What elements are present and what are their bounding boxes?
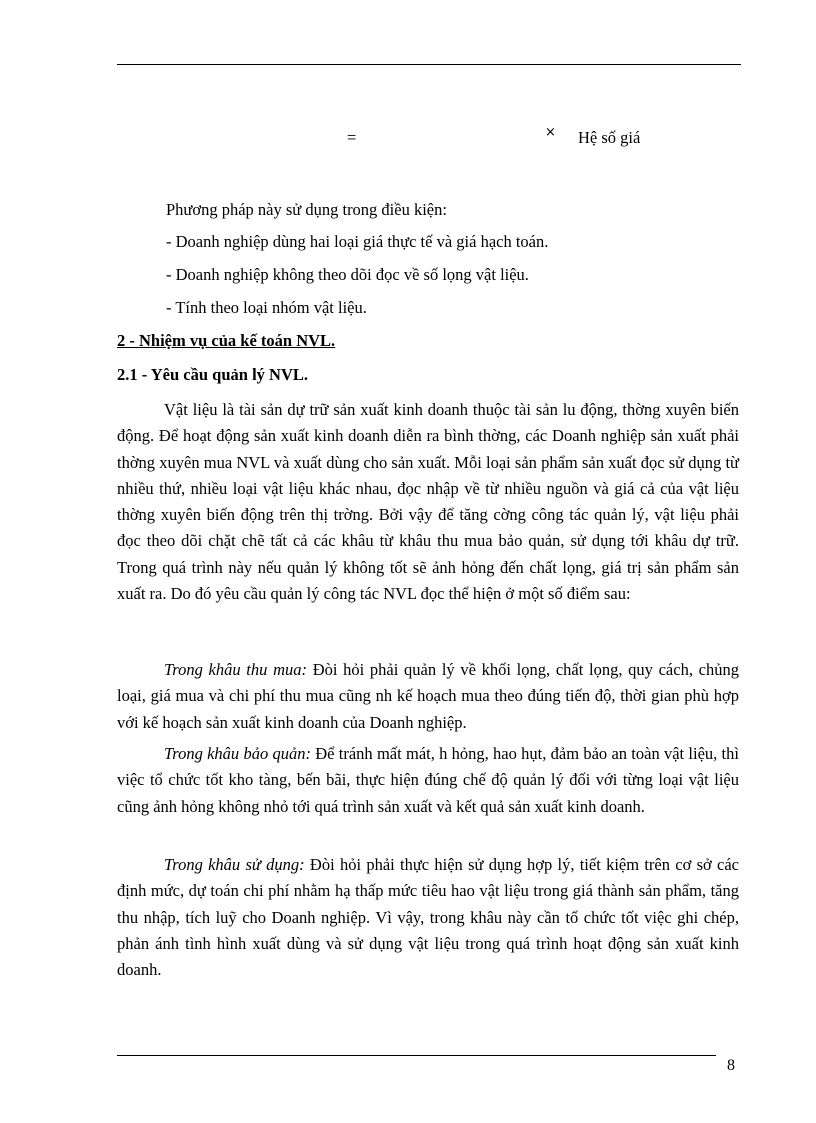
usage-text: Đòi hỏi phải thực hiện sử dụng hợp lý, tiết kiệm trên cơ sở các định mức, dự toán chi phí nhằm hạ thấp mức tiêu hao vật liệu trong giá thành sản phẩm, tăng thu nhập, tích luỹ cho Doanh nghiệp. Vì vậy, trong khâu này cần tổ chức tốt việc ghi chép, phản ánh tình hình xuất dùng và sử dụng vật liệu trong quá trình hoạt động sản xuất kinh doanh. [117,855,739,980]
condition-item: - Doanh nghiệp dùng hai loại giá thực tế và giá hạch toán. [166,232,549,251]
conditions-intro: Phương pháp này sử dụng trong điều kiện: [166,200,447,219]
equals-sign: = [347,128,357,147]
page-number: 8 [727,1057,735,1074]
price-formula [0,125,816,152]
purchasing-text: Đòi hỏi phải quản lý về khối lọng, chất lọng, quy cách, chủng loại, giá mua và chi phí thu mua cũng nh kế hoạch mua theo đúng tiến độ, thời gian phù hợp với kế hoạch sản xuất kinh doanh của Doanh nghiệp. [117,660,739,732]
price-coefficient-label: Hệ số giá [578,128,641,147]
paragraph-purchasing [117,657,739,736]
paragraph-usage [117,852,739,983]
usage-label: Trong khâu sử dụng: [164,855,305,874]
section-heading: 2 - Nhiệm vụ của kế toán NVL. [117,331,336,350]
subsection-heading: 2.1 - Yêu cầu quản lý NVL. [117,365,308,384]
storage-label: Trong khâu bảo quản: [164,744,311,763]
condition-item: - Doanh nghiệp không theo dõi đọc về số lọng vật liệu. [166,265,529,284]
paragraph-requirements: Vật liệu là tài sản dự trữ sản xuất kinh doanh thuộc tài sản lu động, thờng xuyên biến động. Để hoạt động sản xuất kinh doanh diễn ra bình thờng, các Doanh nghiệp sản xuất phải thờng xuyên mua NVL và xuất dùng cho sản xuất. Mỗi loại sản phẩm sản xuất đọc sử dụng từ nhiều thứ, nhiều loại vật liệu khác nhau, đọc nhập về từ nhiều nguồn và giá cả của vật liệu thờng xuyên biến động trên thị trờng. Bởi vậy để tăng cờng công tác quản lý, vật liệu phải đọc theo dõi chặt chẽ tất cả các khâu từ khâu thu mua bảo quản, sử dụng tới khâu dự trữ. Trong quá trình này nếu quản lý không tốt sẽ ảnh hỏng đến chất lọng, giá trị sản phẩm sản xuất ra. Do đó yêu cầu quản lý công tác NVL đọc thể hiện ở một số điểm sau: [117,400,739,604]
footer-rule [117,1055,716,1056]
paragraph-storage [117,741,739,820]
purchasing-label: Trong khâu thu mua: [164,660,307,679]
storage-text: Để tránh mất mát, h hỏng, hao hụt, đảm bảo an toàn vật liệu, thì việc tổ chức tốt kho tàng, bến bãi, thực hiện đúng chế độ quản lý đối với từng loại vật liệu cũng ảnh hỏng không nhỏ tới quá trình sản xuất và kết quả sản xuất kinh doanh. [117,744,739,816]
condition-item: - Tính theo loại nhóm vật liệu. [166,298,367,317]
multiply-sign: × [545,125,556,140]
header-rule [117,64,741,65]
